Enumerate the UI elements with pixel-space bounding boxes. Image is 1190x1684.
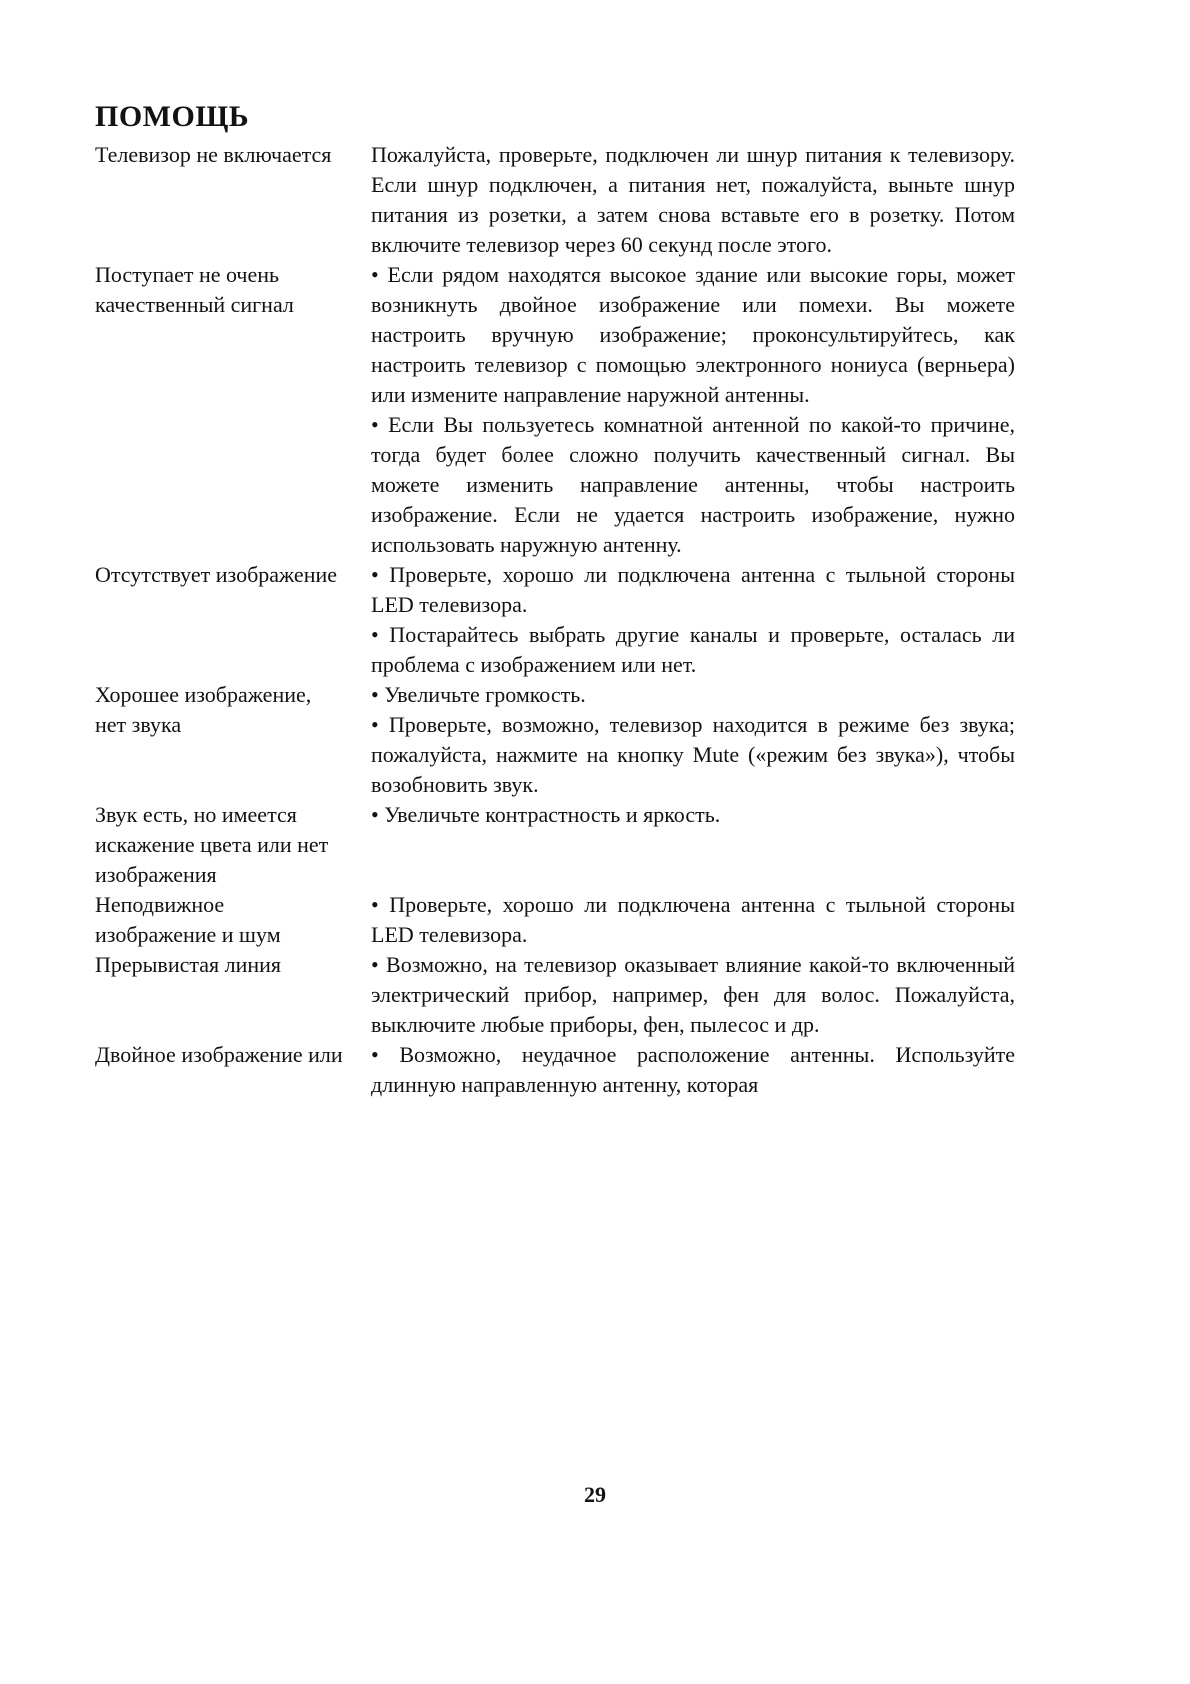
troubleshooting-row — [95, 1040, 1015, 1100]
problem-label: Прерывистая линия — [95, 952, 282, 977]
problem-label: Звук есть, но имеется искажение цвета или нет изображения — [95, 802, 329, 887]
problem-label: Неподвижное изображение и шум — [95, 892, 281, 947]
solutions — [371, 260, 1015, 560]
troubleshooting-row — [95, 260, 1015, 560]
solution-paragraph: • Возможно, неудачное расположение антенны. Используйте длинную направленную антенну, которая — [371, 1042, 1015, 1097]
solutions — [371, 950, 1015, 1040]
solution-paragraph: • Проверьте, возможно, телевизор находится в режиме без звука; пожалуйста, нажмите на кнопку Mute («режим без звука»), чтобы возобновить звук. — [371, 712, 1015, 797]
solutions — [371, 560, 1015, 680]
problem-label: Хорошее изображение, нет звука — [95, 682, 312, 737]
troubleshooting-row — [95, 560, 1015, 680]
solutions — [371, 680, 1015, 800]
problem-label: Поступает не очень качественный сигнал — [95, 262, 294, 317]
solutions — [371, 890, 1015, 950]
troubleshooting-row — [95, 680, 1015, 800]
troubleshooting-row — [95, 800, 1015, 890]
solution-paragraph: • Проверьте, хорошо ли подключена антенна с тыльной стороны LED телевизора. — [371, 562, 1015, 617]
troubleshooting-row — [95, 140, 1015, 260]
problem-label: Телевизор не включается — [95, 142, 332, 167]
troubleshooting-row — [95, 950, 1015, 1040]
solution-paragraph: • Возможно, на телевизор оказывает влияние какой-то включенный электрический прибор, например, фен для волос. Пожалуйста, выключите любые приборы, фен, пылесос и др. — [371, 952, 1015, 1037]
troubleshooting-table — [95, 140, 1015, 1100]
problem-label: Двойное изображение или — [95, 1042, 343, 1067]
solution-paragraph: • Если рядом находятся высокое здание или высокие горы, может возникнуть двойное изображение или помехи. Вы можете настроить вручную изображение; проконсультируйтесь, как настроить телевизор с помощью электронного нониуса (верньера) или измените направление наружной антенны. — [371, 262, 1015, 407]
solution-paragraph: • Проверьте, хорошо ли подключена антенна с тыльной стороны LED телевизора. — [371, 892, 1015, 947]
page-title: ПОМОЩЬ — [95, 100, 250, 133]
solution-paragraph: • Постарайтесь выбрать другие каналы и проверьте, осталась ли проблема с изображением или нет. — [371, 622, 1015, 677]
solution-paragraph: • Увеличьте контрастность и яркость. — [371, 802, 721, 827]
troubleshooting-row — [95, 890, 1015, 950]
solutions — [371, 800, 1015, 830]
solution-paragraph: • Увеличьте громкость. — [371, 682, 586, 707]
solutions — [371, 1040, 1015, 1100]
solution-paragraph: • Если Вы пользуетесь комнатной антенной по какой-то причине, тогда будет более сложно получить качественный сигнал. Вы можете изменить направление антенны, чтобы настроить изображение. Если не удается настроить изображение, нужно использовать наружную антенну. — [371, 412, 1015, 557]
page-number: 29 — [584, 1482, 606, 1507]
problem-label: Отсутствует изображение — [95, 562, 338, 587]
solution-paragraph: Пожалуйста, проверьте, подключен ли шнур питания к телевизору. Если шнур подключен, а питания нет, пожалуйста, выньте шнур питания из розетки, а затем снова вставьте его в розетку. Потом включите телевизор через 60 секунд после этого. — [371, 142, 1015, 257]
solutions — [371, 140, 1015, 260]
